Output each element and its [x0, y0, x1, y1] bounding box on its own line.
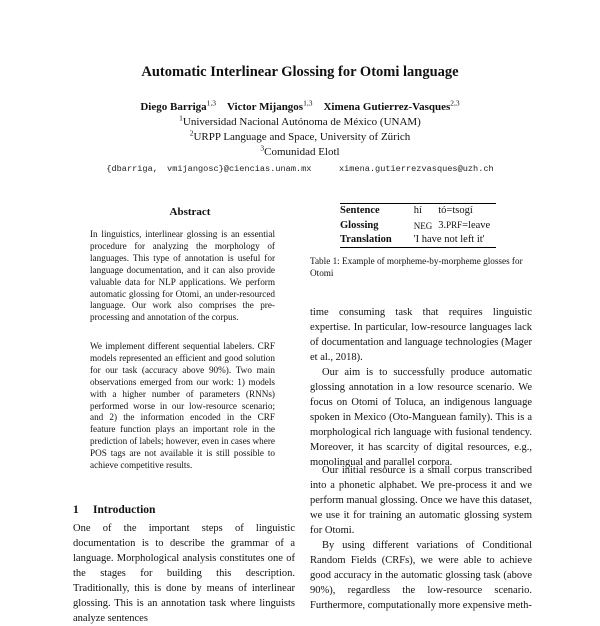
- row-label: Translation: [340, 233, 414, 248]
- table-cell: 'I have not left it': [414, 233, 496, 248]
- body-paragraph: Our initial resource is a small corpus transcribed into a phonetic alphabet. We pre-process it and we perform manual glossing. Once we have this dataset, we use it for training an automatic glossing system for Otomi.: [310, 465, 532, 536]
- author-affiliation-marker: 1,3: [303, 98, 313, 108]
- abstract-paragraph: We implement different sequential labelers. CRF models represented an efficient and good solution for our task (accuracy above 90%). Two main observations emerged from our work: 1) models with a higher number of parameters (RNNs) performed worse in our low-resource scenario; and 2) the information encoded in the CRF feature function plays an important role in the prediction of labels; however, even in cases where POS tags are not available it is still possible to achieve competitive results.: [90, 341, 275, 471]
- author-affiliation-marker: 1,3: [206, 98, 217, 108]
- author-line: [0, 98, 600, 113]
- section-title: Introduction: [93, 504, 156, 516]
- abstract-paragraph: In linguistics, interlinear glossing is an essential procedure for analyzing the morphology of languages. This type of annotation is useful for language documentation, and it can also provide valuable data for NLP applications. We perform automatic glossing for Otomi, an under-resourced language. Our work also comprises the pre-processing and annotation of the corpus.: [90, 229, 275, 323]
- body-paragraph: time consuming task that requires linguistic expertise. In particular, low-resource languages lack of documentation and language technologies (Mager et al., 2018).: [310, 307, 532, 363]
- author-affiliation-marker: 2,3: [450, 98, 460, 108]
- table-cell: hí: [414, 204, 439, 219]
- author-name: Ximena Gutierrez-Vasques: [323, 101, 451, 113]
- affiliation: [0, 113, 600, 128]
- section-number: 1: [73, 504, 79, 516]
- table-row: [340, 218, 496, 233]
- gloss-table: [340, 203, 496, 248]
- body-paragraph: Our aim is to successfully produce automatic glossing annotation in a low resource scenario. We focus on Otomi of Toluca, an indigenous language spoken in Mexico (Oto-Manguean family). This is a morphological rich language with fusional tendency. Moreover, it has scarcity of digital resources, e.g., monolingual and parallel corpora.: [310, 367, 532, 468]
- affiliation-text: URPP Language and Space, University of Zürich: [193, 131, 411, 143]
- gloss-aspect: PRF: [446, 220, 463, 230]
- affiliation-marker: 1: [179, 113, 183, 123]
- affiliation-marker: 3: [260, 143, 265, 153]
- author-name: Diego Barriga: [140, 101, 207, 113]
- email-line: [0, 164, 600, 174]
- table-cell: NEG: [413, 220, 433, 231]
- email[interactable]: {dbarriga, vmijangosc}@ciencias.unam.mx: [106, 164, 312, 174]
- body-paragraph: By using different variations of Conditional Random Fields (CRFs), we were able to achieve good accuracy in the automatic glossing task (above 90%), regardless the low-resource scenario. Furthermore, computationally more expensive meth-: [310, 540, 532, 611]
- paper-title: Automatic Interlinear Glossing for Otomi language: [141, 64, 459, 80]
- table-row: [340, 204, 496, 219]
- intro-paragraph: One of the important steps of linguistic documentation is to describe the grammar of a language. Morphological analysis constitutes one of the stages for building this description. Traditionally, this is done by means of interlinear glossing. This is an annotation task where linguists analyze sentences: [73, 523, 295, 624]
- row-label: Glossing: [340, 219, 379, 231]
- section-heading: [73, 504, 155, 516]
- abstract-heading: Abstract: [169, 206, 211, 218]
- table-caption: Table 1: Example of morpheme-by-morpheme glosses for Otomi: [310, 256, 523, 278]
- email[interactable]: ximena.gutierrezvasques@uzh.ch: [338, 164, 494, 174]
- affiliation-text: Comunidad Elotl: [264, 146, 340, 158]
- gloss-verb: =leave: [462, 220, 491, 231]
- affiliation: [0, 143, 600, 158]
- row-label: Sentence: [340, 204, 414, 219]
- table-cell: tó=tsogí: [438, 204, 496, 219]
- affiliation: [0, 128, 600, 143]
- table-cell: [438, 218, 496, 233]
- author-name: Victor Mijangos: [227, 101, 304, 113]
- table-row: [340, 233, 496, 248]
- affiliation-text: Universidad Nacional Autónoma de México (UNAM): [182, 116, 421, 128]
- affiliation-marker: 2: [189, 128, 194, 138]
- gloss-person: 3.: [438, 220, 447, 231]
